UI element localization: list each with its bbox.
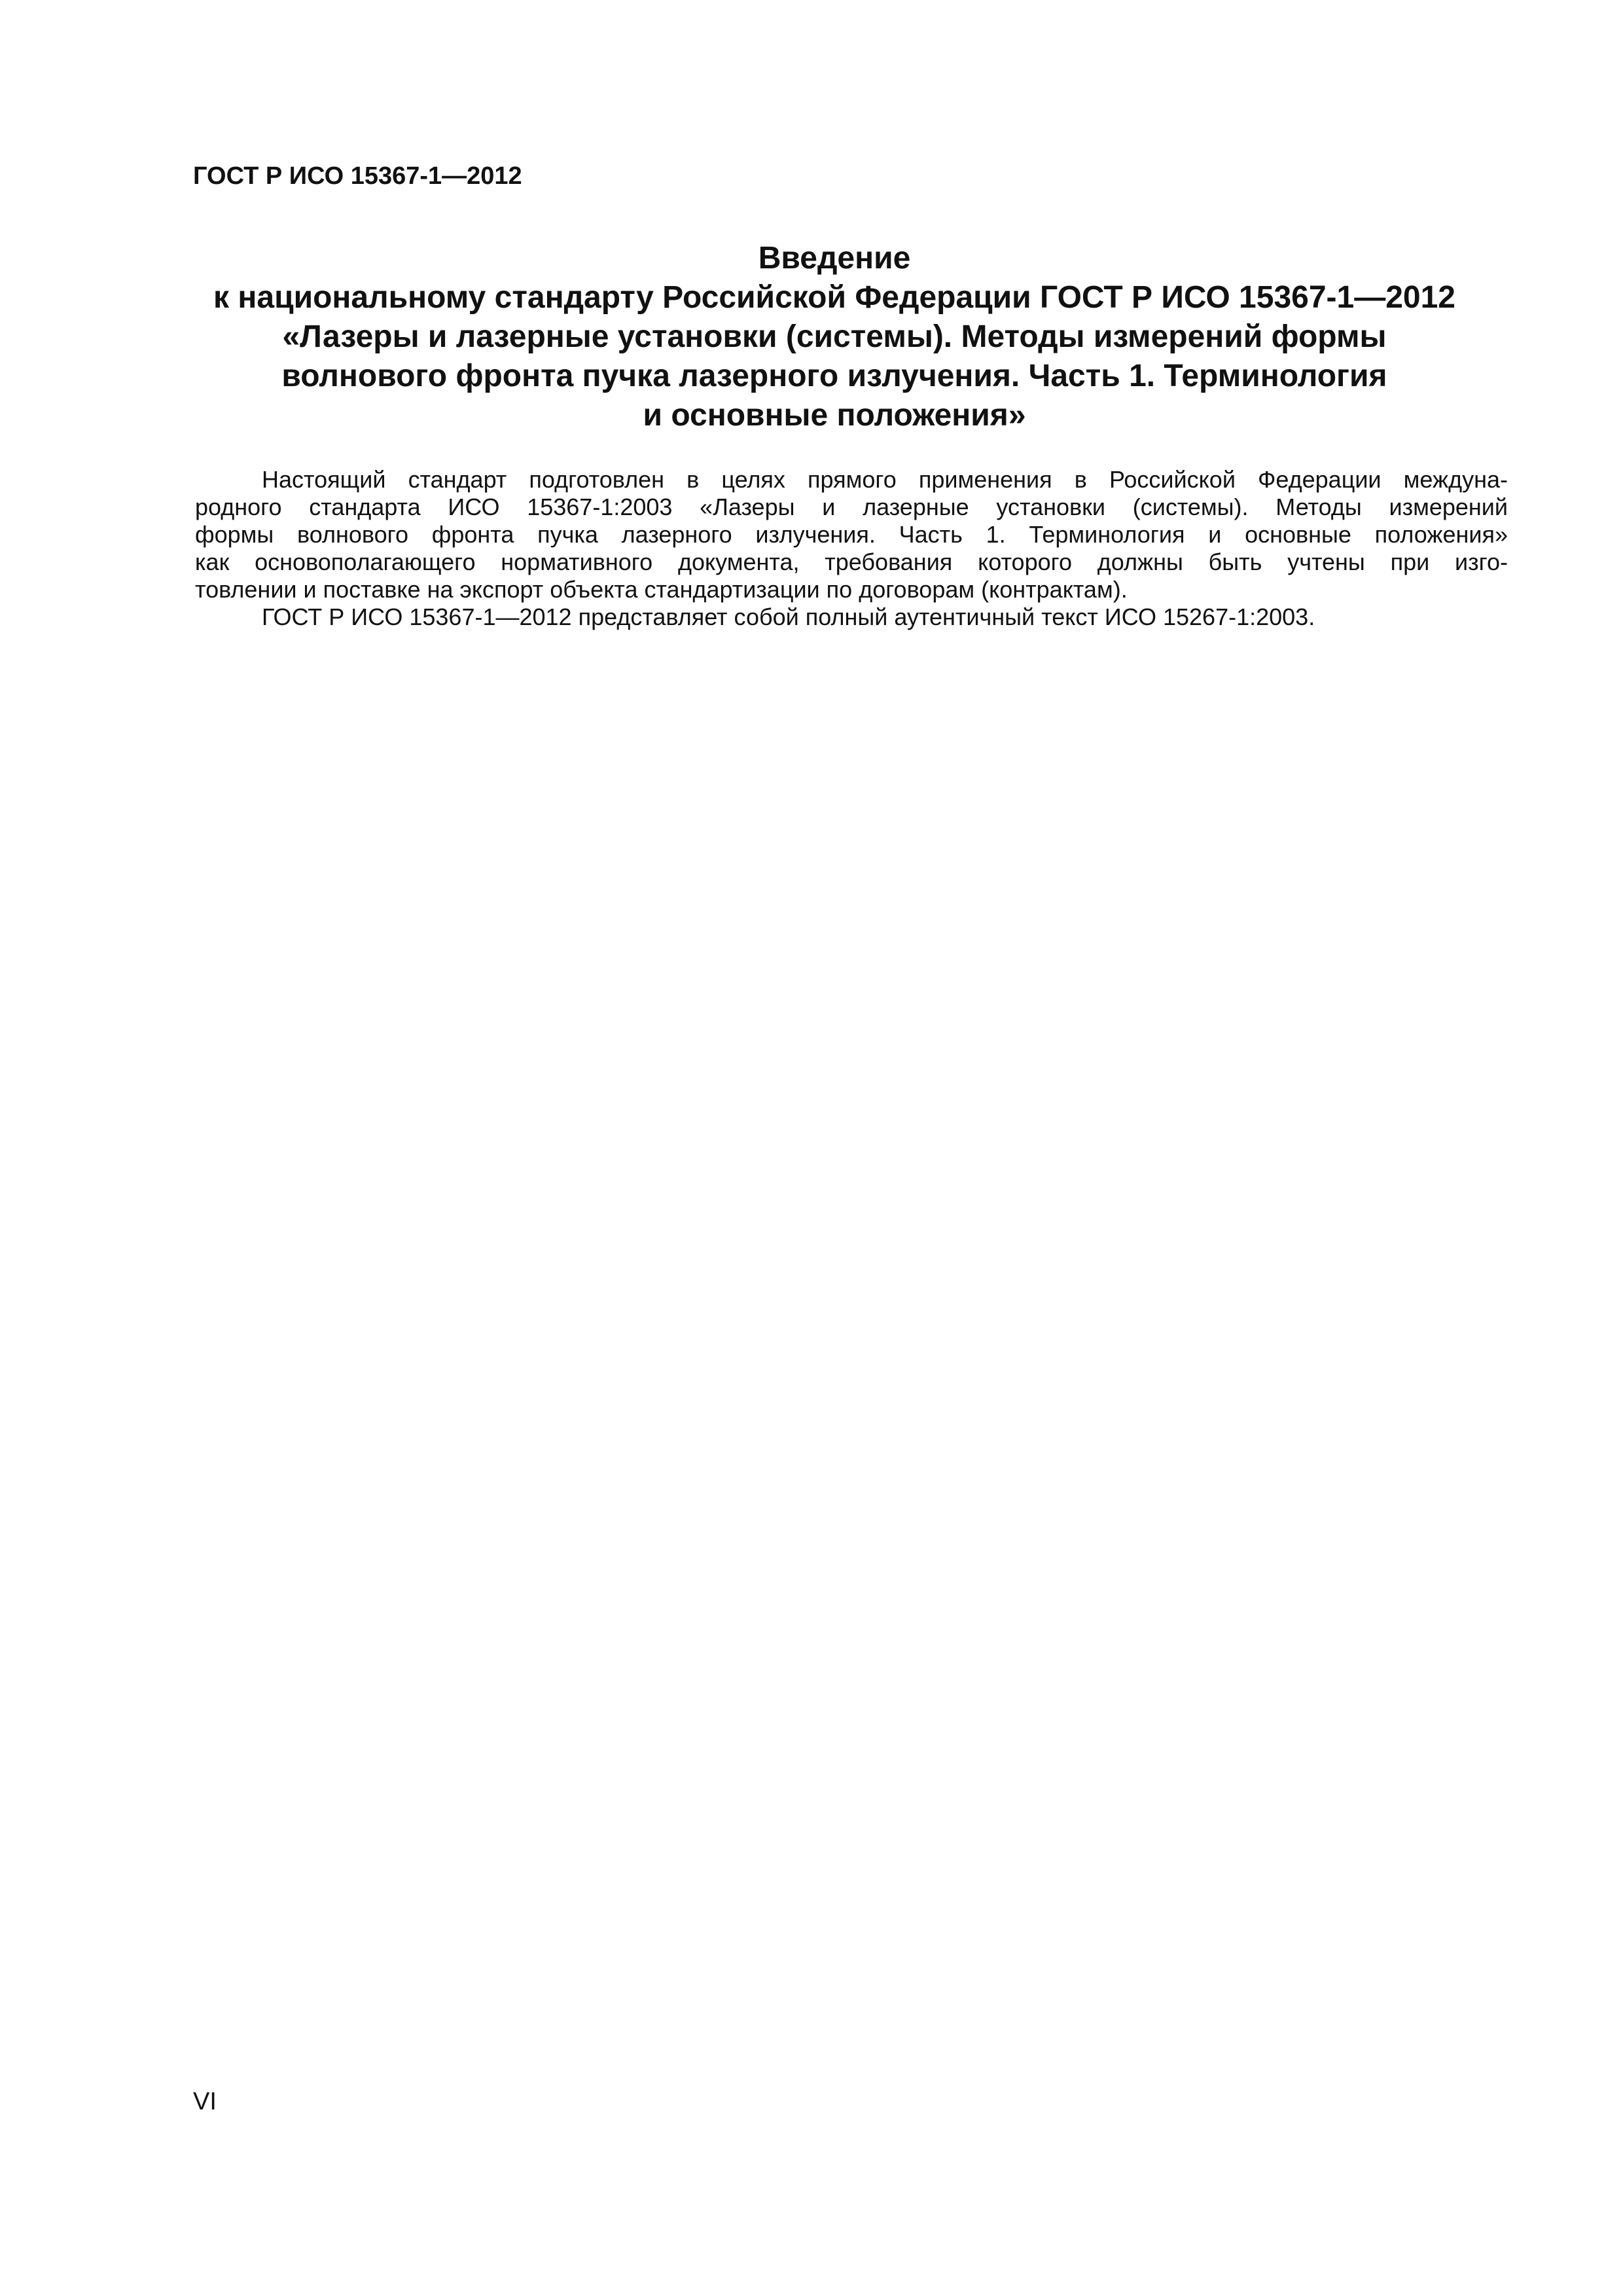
page-number: VI — [193, 2088, 217, 2115]
paragraph-1-line: как основополагающего нормативного документа, требования которого должны быть учтены при изго- — [195, 548, 1508, 575]
paragraph-1-line: родного стандарта ИСО 15367-1:2003 «Лазеры и лазерные установки (системы). Методы измерений — [195, 493, 1508, 520]
paragraph-1-line: товлении и поставке на экспорт объекта стандартизации по договорам (контрактам). — [195, 576, 1128, 603]
title-line: волнового фронта пучка лазерного излучения. Часть 1. Терминология — [281, 359, 1387, 393]
paragraph-1-line: Настоящий стандарт подготовлен в целях прямого применения в Российской Федерации междуна- — [262, 466, 1508, 493]
introduction-title — [183, 239, 1486, 435]
title-line: «Лазеры и лазерные установки (системы). Методы измерений формы — [282, 319, 1387, 354]
paragraph-2: ГОСТ Р ИСО 15367-1—2012 представляет собой полный аутентичный текст ИСО 15267-1:2003. — [262, 603, 1315, 630]
title-line: к национальному стандарту Российской Федерации ГОСТ Р ИСО 15367-1—2012 — [213, 280, 1455, 315]
title-line: Введение — [758, 241, 911, 276]
title-line: и основные положения» — [643, 398, 1026, 433]
introduction-body — [195, 466, 1508, 631]
paragraph-1-line: формы волнового фронта пучка лазерного излучения. Часть 1. Терминология и основные положения» — [195, 521, 1508, 548]
document-code-header: ГОСТ Р ИСО 15367-1—2012 — [193, 162, 522, 190]
